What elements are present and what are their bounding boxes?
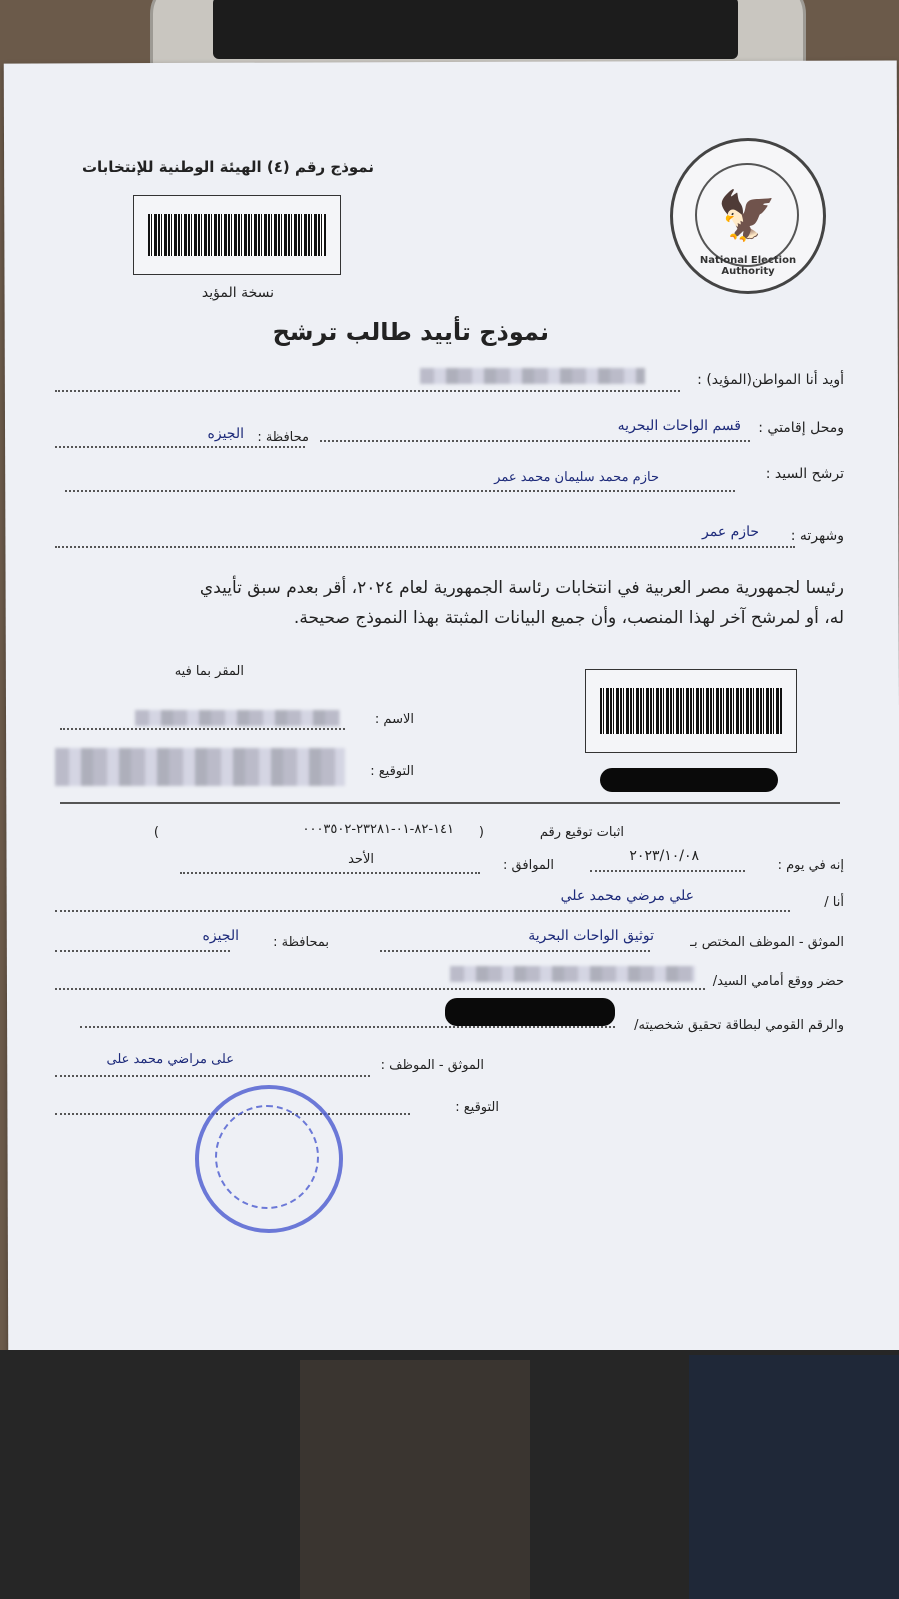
background-rug: [300, 1360, 530, 1599]
candidate-value: حازم محمد سليمان محمد عمر: [494, 470, 659, 485]
day-line: [180, 872, 480, 874]
stamp-emblem-icon: [215, 1105, 319, 1209]
day-value: الأحد: [348, 852, 374, 867]
barcode-icon: [148, 214, 326, 256]
signature-label: التوقيع :: [370, 764, 414, 779]
residence-line: [320, 440, 750, 442]
official-stamp: [195, 1085, 343, 1233]
date-value: ٢٠٢٣/١٠/٠٨: [629, 848, 699, 864]
signature-proof-label: اثبات توقيع رقم: [539, 825, 624, 840]
form-number: نموذج رقم (٤) الهيئة الوطنية للإنتخابات: [81, 158, 374, 176]
declaration-line-1: رئيسا لجمهورية مصر العربية في انتخابات رئاسة الجمهورية لعام ٢٠٢٤، أقر بعدم سبق تأييدي: [199, 578, 844, 598]
office-gov-label: بمحافظة :: [273, 935, 329, 950]
name-line: [60, 728, 345, 730]
i-label: أنا /: [824, 895, 844, 910]
logo-text: National Election Authority: [699, 255, 797, 277]
barcode-top: [133, 195, 341, 275]
appeared-line: [55, 988, 705, 990]
notary-signature-label: التوقيع :: [455, 1100, 499, 1115]
nickname-line: [55, 546, 795, 548]
office-line: [380, 950, 650, 952]
residence-value: قسم الواحات البحريه: [617, 418, 741, 434]
section-divider: [60, 802, 840, 804]
eagle-icon: 🦅: [695, 163, 799, 267]
office-gov-line: [55, 950, 230, 952]
notary-line: [55, 1075, 370, 1077]
residence-label: ومحل إقامتي :: [758, 420, 844, 436]
paren-close: ): [153, 825, 159, 840]
signer-signature-redacted: [55, 748, 345, 786]
notary-value: على مراضي محمد على: [106, 1052, 234, 1067]
office-gov-value: الجيزه: [202, 928, 239, 944]
confirm-label: المقر بما فيه: [174, 664, 244, 679]
governorate-line: [55, 446, 305, 448]
governorate-value: الجيزه: [207, 426, 244, 442]
background-jeans: [689, 1355, 899, 1599]
signature-number: ١٤١-٨٢-٠١-٢٣٢٨١-٠٠٠٣٥٠٢: [302, 822, 454, 837]
phone-screen: [213, 0, 738, 59]
name-label: الاسم :: [374, 712, 414, 727]
declaration-line-2: له، أو لمرشح آخر لهذا المنصب، وأن جميع البيانات المثبتة بهذا النموذج صحيحة.: [293, 608, 844, 628]
page-title: نموذج تأييد طالب ترشح: [272, 318, 549, 346]
governorate-label: محافظة :: [257, 430, 309, 445]
nickname-label: وشهرته :: [790, 528, 844, 544]
national-id-label: والرقم القومي لبطاقة تحقيق شخصيته/: [634, 1018, 844, 1033]
i-line: [55, 910, 790, 912]
i-value: علي مرضي محمد علي: [560, 888, 694, 904]
barcode-bottom: [585, 669, 797, 753]
date-line: [590, 870, 745, 872]
appeared-name-redacted: [450, 966, 695, 982]
day-label: إنه في يوم :: [777, 858, 844, 873]
copy-label: نسخة المؤيد: [201, 285, 274, 301]
barcode-icon: [600, 688, 782, 734]
appeared-label: حضر ووقع أمامي السيد/: [712, 974, 844, 989]
paren-open: (: [478, 825, 484, 840]
office-label: الموثق - الموظف المختص بـ: [690, 935, 844, 950]
date-label: الموافق :: [503, 858, 554, 873]
signer-name-redacted: [135, 710, 340, 726]
supporter-label: أويد أنا المواطن(المؤيد) :: [697, 372, 844, 388]
notary-label: الموثق - الموظف :: [380, 1058, 484, 1073]
redacted-mark: [600, 768, 778, 792]
candidate-line: [65, 490, 735, 492]
national-id-redacted: [445, 998, 615, 1026]
supporter-line: [55, 390, 680, 392]
election-authority-logo: [670, 138, 826, 294]
nickname-value: حازم عمر: [702, 524, 759, 540]
office-value: توثيق الواحات البحرية: [528, 928, 654, 944]
candidate-label: ترشح السيد :: [765, 466, 844, 482]
national-id-line: [80, 1026, 615, 1028]
supporter-name-redacted: [420, 368, 645, 384]
